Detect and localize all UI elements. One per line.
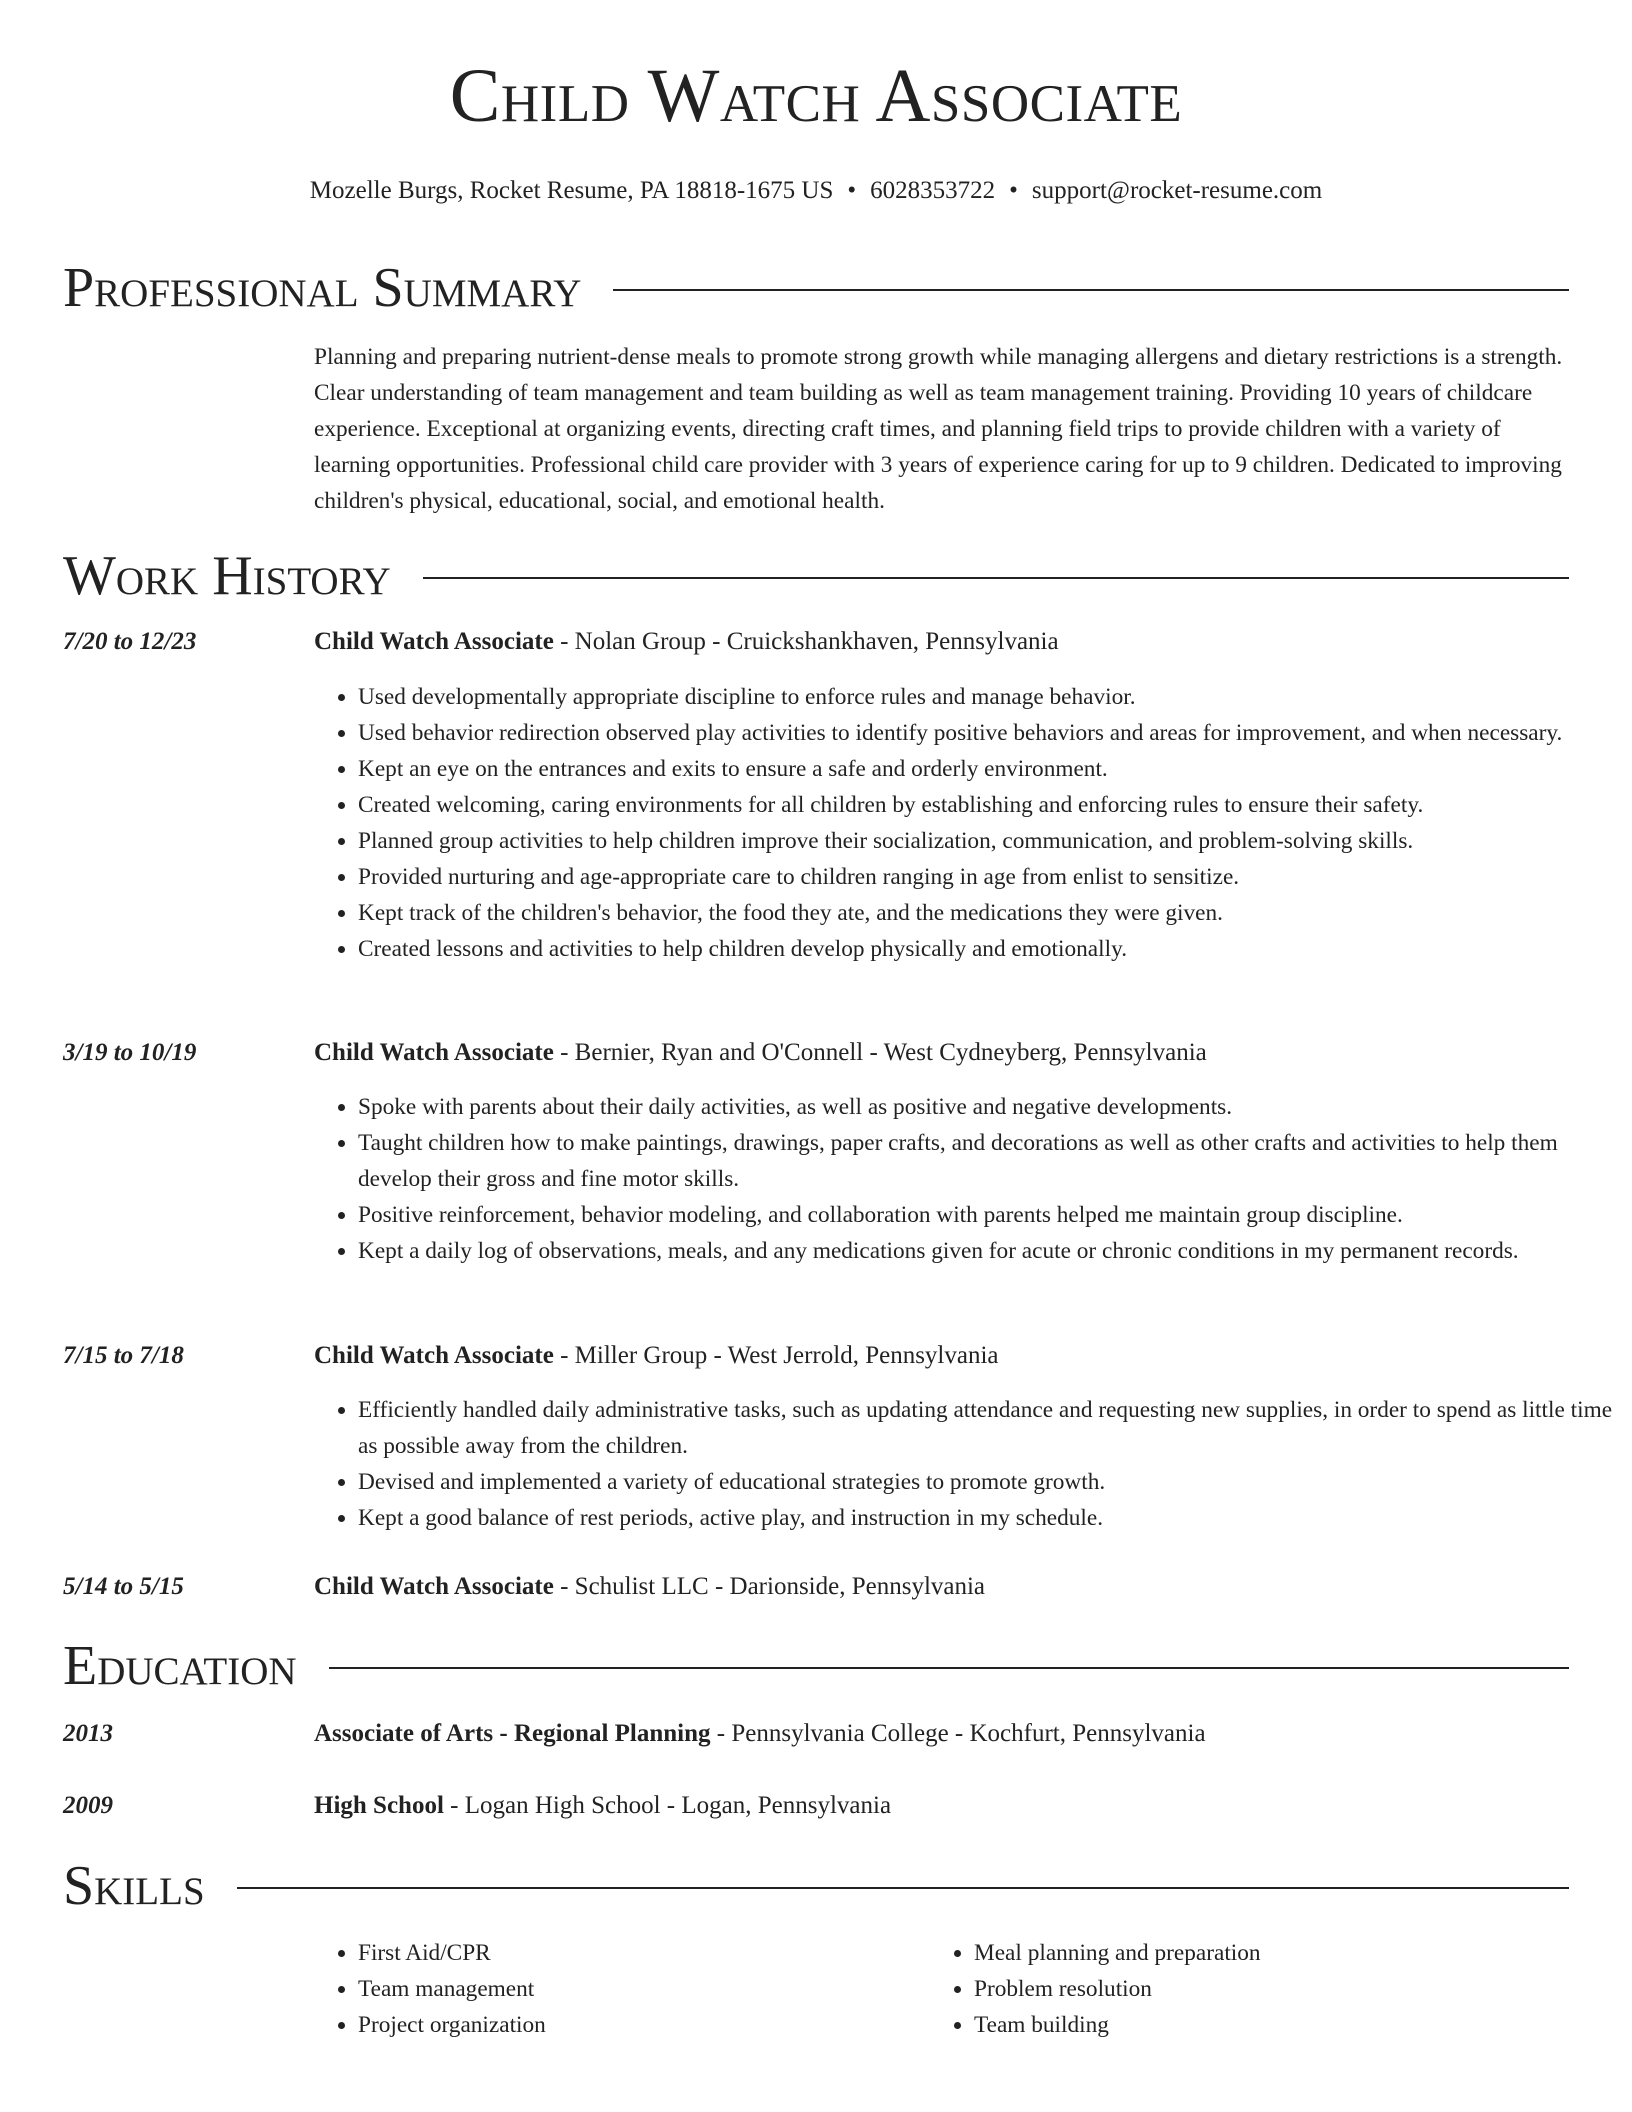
section-heading-work-history — [63, 546, 1569, 606]
skills-list-left — [314, 1935, 546, 2043]
section-title: Skills — [63, 1855, 205, 1917]
job-bullet: • Kept an eye on the entrances and exits to ensure a safe and orderly environment. — [358, 751, 1622, 787]
job-line — [314, 1570, 985, 1604]
job-bullet: • Planned group activities to help children improve their socialization, communication, and problem-solving skills. — [358, 823, 1622, 859]
job-title: Child Watch Associate — [314, 1342, 554, 1369]
job-dates: 3/19 to 10/19 — [63, 1039, 197, 1066]
job-bullet: • Positive reinforcement, behavior modeling, and collaboration with parents helped me maintain group discipline. — [358, 1197, 1622, 1233]
contact-address: Mozelle Burgs, Rocket Resume, PA 18818-1675 US — [309, 177, 834, 204]
job-bullet: • Provided nurturing and age-appropriate care to children ranging in age from enlist to sensitize. — [358, 859, 1622, 895]
job-bullet: • Kept a daily log of observations, meals, and any medications given for acute or chronic conditions in my permanent records. — [358, 1233, 1622, 1269]
contact-line — [0, 176, 1632, 206]
separator-dot: • — [847, 177, 857, 204]
job-bullet: • Created lessons and activities to help children develop physically and emotionally. — [358, 931, 1622, 967]
job-bullet: • Spoke with parents about their daily activities, as well as positive and negative developments. — [358, 1089, 1622, 1125]
section-heading-education — [63, 1636, 1569, 1696]
education-year: 2009 — [63, 1792, 113, 1819]
education-year: 2013 — [63, 1720, 113, 1747]
skill-item: • Meal planning and preparation — [974, 1935, 1261, 1971]
job-line — [314, 1339, 999, 1373]
section-divider — [329, 1667, 1569, 1669]
job-dates: 7/20 to 12/23 — [63, 628, 197, 655]
summary-text: Planning and preparing nutrient-dense meals to promote strong growth while managing allergens and dietary restrictions is a strength. Clear understanding of team management and team building as well as team management training. Providing 10 years of childcare experience. Exceptional at organizing events, directing craft times, and planning field trips to provide children with a variety of learning opportunities. Professional child care provider with 3 years of experience caring for up to 9 children. Dedicated to improving children's physical, educational, social, and emotional health. — [314, 344, 1563, 514]
job-bullet: • Kept a good balance of rest periods, active play, and instruction in my schedule. — [358, 1500, 1622, 1536]
skill-item: • First Aid/CPR — [358, 1935, 546, 1971]
skill-item: • Problem resolution — [974, 1971, 1261, 2007]
skills-list-right — [930, 1935, 1261, 2043]
job-bullet: • Taught children how to make paintings, drawings, paper crafts, and decorations as well as other crafts and activities to help them develop their gross and fine motor skills. — [358, 1125, 1622, 1197]
job-employer: - Schulist LLC - Darionside, Pennsylvania — [553, 1573, 986, 1600]
section-title: Professional Summary — [63, 257, 582, 319]
job-dates: 7/15 to 7/18 — [63, 1342, 184, 1369]
job-title: Child Watch Associate — [314, 628, 554, 655]
job-line — [314, 625, 1059, 659]
job-bullet: • Kept track of the children's behavior, the food they ate, and the medications they were given. — [358, 895, 1622, 931]
job-bullet: • Used developmentally appropriate discipline to enforce rules and manage behavior. — [358, 679, 1622, 715]
job-line — [314, 1036, 1207, 1070]
section-divider — [237, 1887, 1569, 1889]
job-title: Child Watch Associate — [314, 1039, 554, 1066]
section-divider — [423, 577, 1569, 579]
job-employer: - Nolan Group - Cruickshankhaven, Pennsylvania — [553, 628, 1059, 655]
education-line — [314, 1789, 891, 1823]
resume-title: Child Watch Associate — [449, 54, 1183, 138]
job-employer: - Bernier, Ryan and O'Connell - West Cydneyberg, Pennsylvania — [553, 1039, 1207, 1066]
contact-phone: 6028353722 — [870, 177, 996, 204]
education-school: - Pennsylvania College - Kochfurt, Pennsylvania — [710, 1720, 1206, 1747]
job-bullet: • Used behavior redirection observed play activities to identify positive behaviors and areas for improvement, and when necessary. — [358, 715, 1622, 751]
job-employer: - Miller Group - West Jerrold, Pennsylvania — [553, 1342, 999, 1369]
skill-item: • Project organization — [358, 2007, 546, 2043]
contact-email: support@rocket-resume.com — [1031, 177, 1323, 204]
job-title: Child Watch Associate — [314, 1573, 554, 1600]
section-title: Education — [63, 1635, 297, 1697]
job-bullets — [314, 1089, 1622, 1269]
job-bullets — [314, 679, 1622, 967]
education-degree: High School — [314, 1792, 444, 1819]
section-heading-skills — [63, 1856, 1569, 1916]
job-bullet: • Devised and implemented a variety of educational strategies to promote growth. — [358, 1464, 1622, 1500]
education-school: - Logan High School - Logan, Pennsylvania — [443, 1792, 892, 1819]
section-divider — [613, 289, 1569, 291]
job-dates: 5/14 to 5/15 — [63, 1573, 184, 1600]
section-heading-summary — [63, 258, 1569, 318]
section-title: Work History — [63, 545, 391, 607]
education-line — [314, 1717, 1206, 1751]
skill-item: • Team management — [358, 1971, 546, 2007]
job-bullets — [314, 1392, 1622, 1536]
job-bullet: • Efficiently handled daily administrative tasks, such as updating attendance and requesting new supplies, in order to spend as little time as possible away from the children. — [358, 1392, 1622, 1464]
separator-dot: • — [1009, 177, 1018, 204]
skill-item: • Team building — [974, 2007, 1261, 2043]
job-bullet: • Created welcoming, caring environments for all children by establishing and enforcing rules to ensure their safety. — [358, 787, 1622, 823]
education-degree: Associate of Arts - Regional Planning — [314, 1720, 711, 1747]
